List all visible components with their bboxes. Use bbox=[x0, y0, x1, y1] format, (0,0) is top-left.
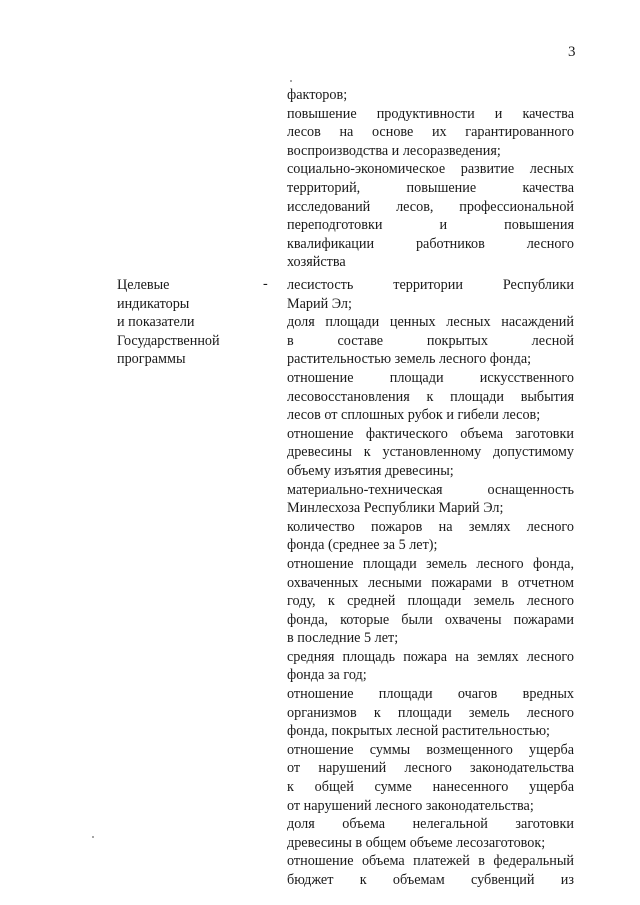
indicator-item bbox=[287, 313, 574, 369]
text-line: факторов; bbox=[287, 87, 348, 103]
text-line: повышение продуктивности и качества bbox=[287, 105, 574, 122]
text-line: воспроизводства и лесоразведения; bbox=[287, 142, 501, 159]
text-line: территорий, повышение качества bbox=[287, 179, 574, 196]
text-line: переподготовки и повышения bbox=[287, 217, 574, 234]
text-line: охваченных лесными пожарами в отчетном bbox=[287, 574, 574, 591]
indicator-item bbox=[287, 555, 574, 648]
text-line: лесовосстановления к площади выбытия bbox=[287, 388, 574, 405]
text-line: отношение площади земель лесного фонда, bbox=[287, 555, 574, 572]
text-line: объему изъятия древесины; bbox=[287, 462, 454, 479]
indicator-item bbox=[287, 852, 574, 889]
text-line: фонда (среднее за 5 лет); bbox=[287, 537, 438, 554]
text-line: организмов к площади земель лесного bbox=[287, 704, 574, 721]
goal-item bbox=[287, 160, 574, 272]
text-line: доля площади ценных лесных насаждений bbox=[287, 314, 574, 331]
text-line: к общей сумме нанесенного ущерба bbox=[287, 779, 574, 796]
indicator-item bbox=[287, 369, 574, 425]
label-line: и показатели bbox=[117, 314, 195, 331]
indicator-item bbox=[287, 648, 574, 685]
text-line: лесов на основе их гарантированного bbox=[287, 124, 574, 141]
text-line: фонда, которые были охвачены пожарами bbox=[287, 611, 574, 628]
text-line: растительностью земель лесного фонда; bbox=[287, 351, 532, 368]
text-line: квалификации работников лесного bbox=[287, 235, 574, 252]
label-line: программы bbox=[117, 351, 186, 368]
indicator-item bbox=[287, 518, 574, 555]
indicator-item bbox=[287, 685, 574, 741]
section-dash: - bbox=[263, 276, 268, 292]
text-line: отношение фактического объема заготовки bbox=[287, 425, 574, 442]
text-line: Марий Эл; bbox=[287, 295, 352, 312]
indicators-list bbox=[287, 276, 574, 890]
text-line: фонда, покрытых лесной растительностью; bbox=[287, 723, 550, 740]
text-line: фонда за год; bbox=[287, 667, 367, 684]
indicator-item bbox=[287, 741, 574, 815]
label-line: индикаторы bbox=[117, 295, 190, 312]
page-number: 3 bbox=[568, 44, 576, 60]
text-line: исследований лесов, профессиональной bbox=[287, 198, 574, 215]
label-line: Государственной bbox=[117, 332, 220, 349]
text-line: лесов от сплошных рубок и гибели лесов; bbox=[287, 407, 541, 424]
text-line: от нарушений лесного законодательства; bbox=[287, 797, 534, 814]
text-line: бюджет к объемам субвенций из bbox=[287, 872, 574, 888]
indicator-item bbox=[287, 276, 574, 313]
text-line: доля объема нелегальной заготовки bbox=[287, 816, 574, 833]
goal-item bbox=[287, 105, 574, 161]
text-line: отношение площади искусственного bbox=[287, 369, 574, 386]
goals-continuation bbox=[287, 86, 574, 272]
goal-item bbox=[287, 86, 574, 105]
section-label bbox=[117, 276, 267, 369]
text-line: количество пожаров на землях лесного bbox=[287, 518, 574, 535]
text-line: средняя площадь пожара на землях лесного bbox=[287, 648, 574, 665]
text-line: хозяйства bbox=[287, 254, 346, 271]
text-line: году, к средней площади земель лесного bbox=[287, 593, 574, 610]
text-line: социально-экономическое развитие лесных bbox=[287, 161, 574, 178]
text-line: древесины в общем объеме лесозаготовок; bbox=[287, 834, 546, 851]
text-line: от нарушений лесного законодательства bbox=[287, 760, 574, 777]
indicator-item bbox=[287, 425, 574, 481]
text-line: отношение объема платежей в федеральный bbox=[287, 853, 574, 870]
text-line: отношение площади очагов вредных bbox=[287, 686, 574, 703]
text-line: Минлесхоза Республики Марий Эл; bbox=[287, 500, 504, 517]
label-line: Целевые bbox=[117, 277, 170, 293]
text-line: в последние 5 лет; bbox=[287, 630, 399, 647]
scan-speck bbox=[92, 836, 94, 838]
indicator-item bbox=[287, 481, 574, 518]
text-line: древесины к установленному допустимому bbox=[287, 444, 574, 461]
scan-speck bbox=[290, 80, 292, 82]
text-line: материально-техническая оснащенность bbox=[287, 481, 574, 498]
text-line: отношение суммы возмещенного ущерба bbox=[287, 741, 574, 758]
text-line: лесистость территории Республики bbox=[287, 277, 574, 293]
text-line: в составе покрытых лесной bbox=[287, 332, 574, 349]
indicator-item bbox=[287, 815, 574, 852]
